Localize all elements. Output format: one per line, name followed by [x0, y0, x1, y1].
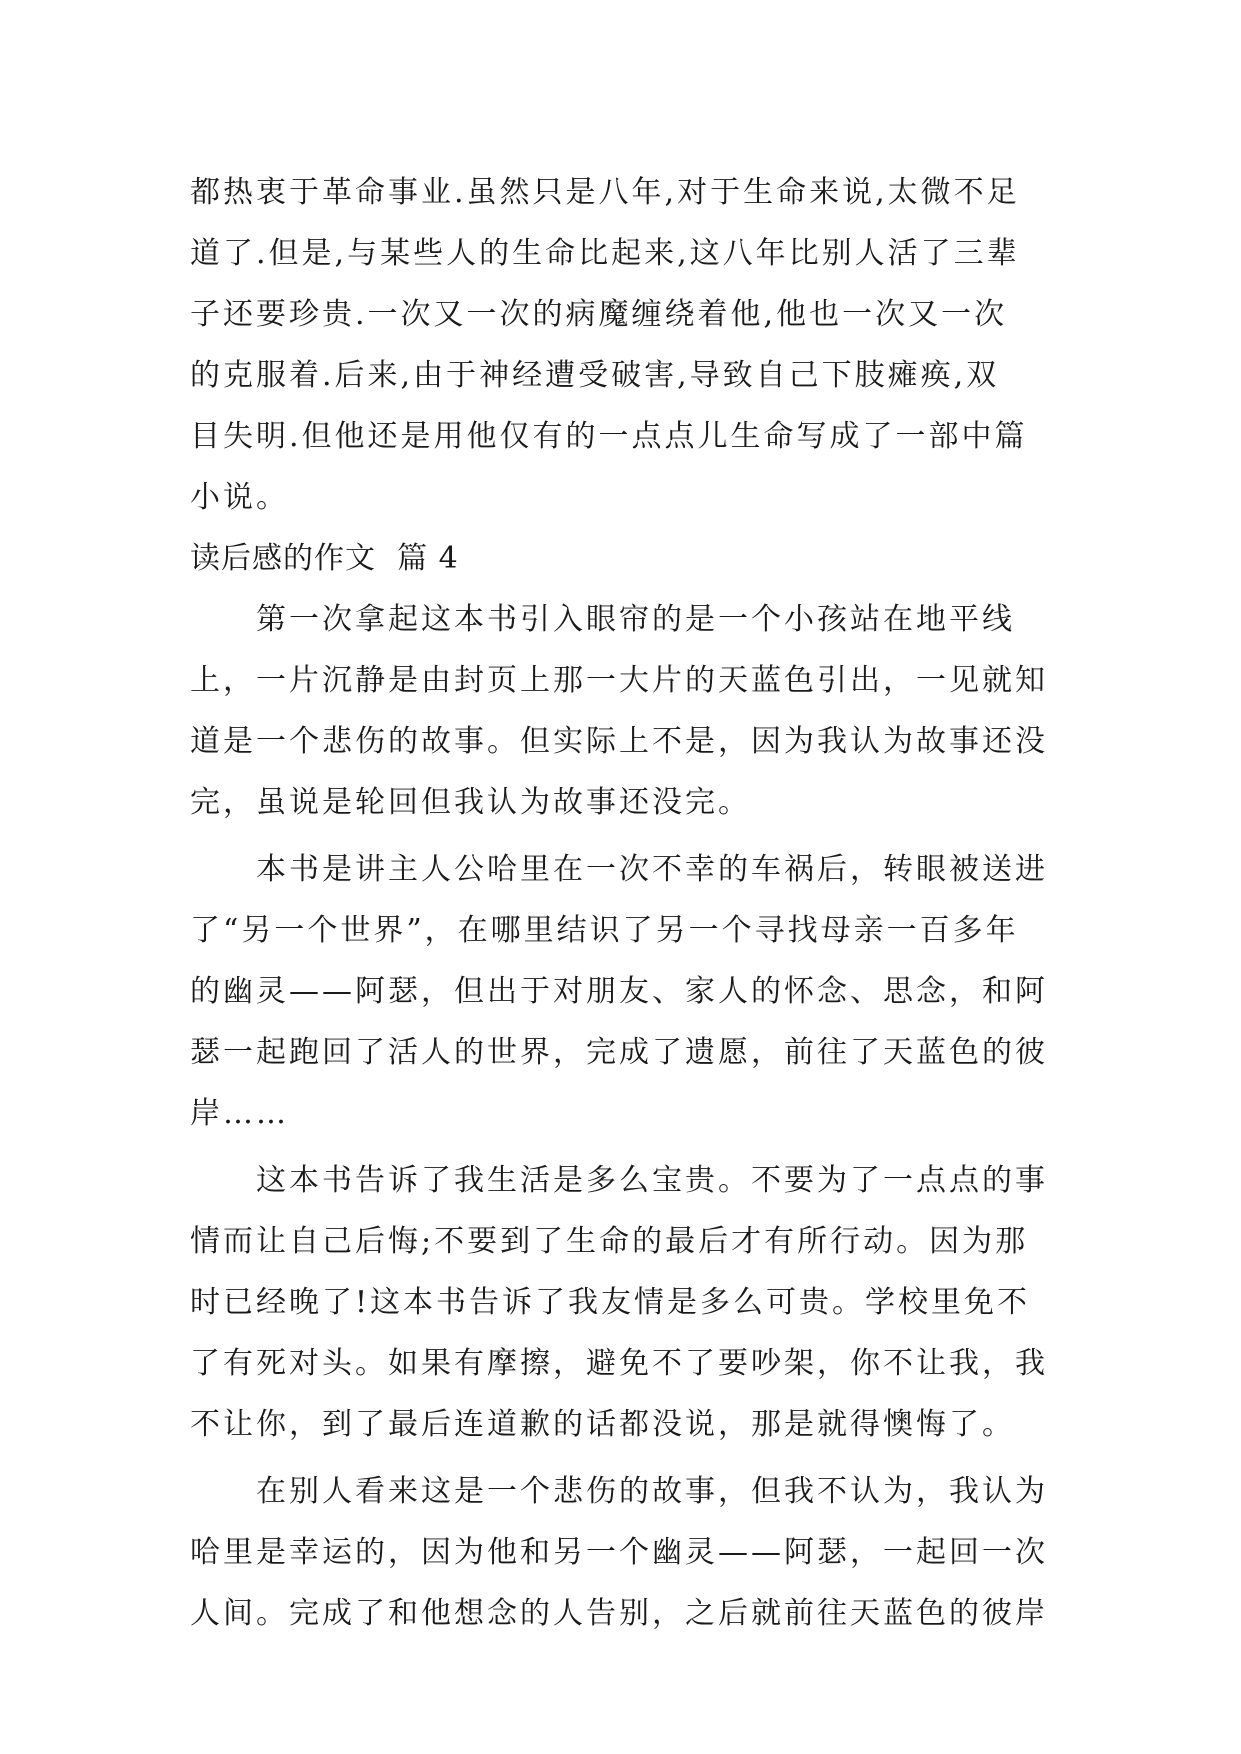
text-line: 道是一个悲伤的故事。但实际上不是，因为我认为故事还没 — [190, 724, 1048, 759]
text-line: 小说。 — [190, 480, 289, 515]
section-heading-text: 读后感的作文 篇 4 — [190, 541, 459, 576]
text-line: 子还要珍贵.一次又一次的病魔缠绕着他,他也一次又一次 — [190, 297, 1008, 332]
paragraph-4 — [190, 1150, 1048, 1455]
text-line: 的克服着.后来,由于神经遭受破害,导致自己下肢瘫痪,双 — [190, 358, 1000, 393]
paragraph-3 — [190, 839, 1048, 1144]
text-line: 哈里是幸运的，因为他和另一个幽灵——阿瑟，一起回一次 — [190, 1535, 1048, 1570]
paragraph-1 — [190, 162, 1048, 528]
text-line: 这本书告诉了我生活是多么宝贵。不要为了一点点的事 — [256, 1163, 1048, 1198]
text-line: 都热衷于革命事业.虽然只是八年,对于生命来说,太微不足 — [190, 175, 1020, 210]
text-line: 完，虽说是轮回但我认为故事还没完。 — [190, 785, 751, 820]
paragraph-2 — [190, 589, 1048, 833]
section-heading — [190, 528, 1048, 589]
text-line: 上，一片沉静是由封页上那一大片的天蓝色引出，一见就知 — [190, 663, 1048, 698]
text-line: 第一次拿起这本书引入眼帘的是一个小孩站在地平线 — [256, 602, 1015, 637]
text-line: 人间。完成了和他想念的人告别，之后就前往天蓝色的彼岸 — [190, 1596, 1048, 1631]
paragraph-5 — [190, 1461, 1048, 1644]
text-line: 了“另一个世界”，在哪里结识了另一个寻找母亲一百多年 — [190, 913, 1019, 948]
text-line: 目失明.但他还是用他仅有的一点点儿生命写成了一部中篇 — [190, 419, 1028, 454]
text-line: 情而让自己后悔;不要到了生命的最后才有所行动。因为那 — [190, 1224, 1029, 1259]
text-line: 了有死对头。如果有摩擦，避免不了要吵架，你不让我，我 — [190, 1346, 1048, 1381]
text-line: 的幽灵——阿瑟，但出于对朋友、家人的怀念、思念，和阿 — [190, 974, 1048, 1009]
text-line: 岸…… — [190, 1096, 289, 1131]
text-line: 瑟一起跑回了活人的世界，完成了遗愿，前往了天蓝色的彼 — [190, 1035, 1048, 1070]
text-line: 在别人看来这是一个悲伤的故事，但我不认为，我认为 — [256, 1474, 1048, 1509]
text-line: 时已经晚了!这本书告诉了我友情是多么可贵。学校里免不 — [190, 1285, 1031, 1320]
text-line: 本书是讲主人公哈里在一次不幸的车祸后，转眼被送进 — [256, 852, 1048, 887]
document-body — [190, 162, 1048, 1644]
text-line: 不让你，到了最后连道歉的话都没说，那是就得懊悔了。 — [190, 1407, 1015, 1442]
text-line: 道了.但是,与某些人的生命比起来,这八年比别人活了三辈 — [190, 236, 1020, 271]
